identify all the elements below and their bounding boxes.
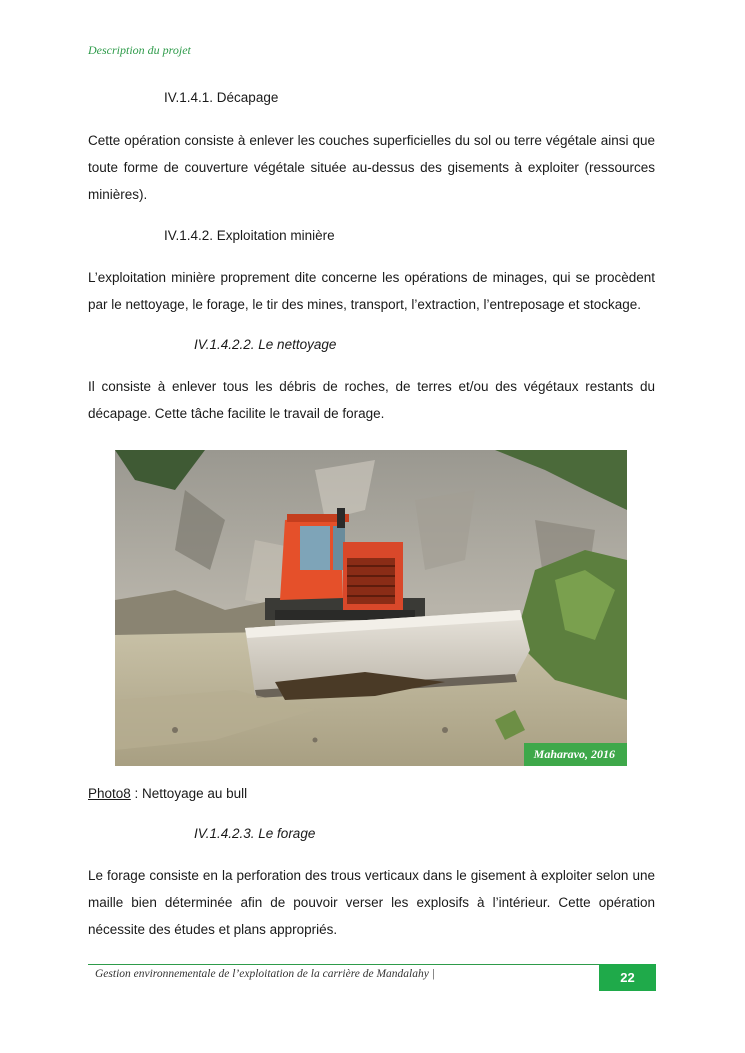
paragraph-exploitation-miniere: L’exploitation minière proprement dite concerne les opérations de minages, qui se procèdent par le nettoyage, le forage, le tir des mines, transport, l’extraction, l’entreposage et stockage. [88,270,655,312]
photo-credit: Maharavo, 2016 [524,743,627,766]
heading-decapage: IV.1.4.1. Décapage [164,90,279,105]
paragraph-decapage: Cette opération consiste à enlever les couches superficielles du sol ou terre végétale ainsi que toute forme de couverture végétale située au-dessus des gisements à exploiter (ressources minières). [88,133,655,202]
paragraph-nettoyage: Il consiste à enlever tous les débris de roches, de terres et/ou des végétaux restants du décapage. Cette tâche facilite le travail de forage. [88,379,655,421]
running-header: Description du projet [88,43,191,57]
footer-title: Gestion environnementale de l’exploitation de la carrière de Mandalahy | [95,968,435,980]
bulldozer-photo [115,450,627,766]
photo-caption-label: Photo8 [88,786,131,801]
photo-caption-text: : Nettoyage au bull [130,786,248,801]
heading-nettoyage: IV.1.4.2.2. Le nettoyage [194,337,337,352]
footer-divider [88,964,656,965]
page-number-badge: 22 [599,964,656,991]
heading-forage: IV.1.4.2.3. Le forage [194,826,316,841]
photo-caption [88,786,247,801]
paragraph-forage: Le forage consiste en la perforation des trous verticaux dans le gisement à exploiter selon une maille bien déterminée afin de pouvoir verser les explosifs à l’intérieur. Cette opération nécessite des études et plans appropriés. [88,868,655,937]
bulldozer-photo-illustration [115,450,627,766]
heading-exploitation-miniere: IV.1.4.2. Exploitation minière [164,228,335,243]
